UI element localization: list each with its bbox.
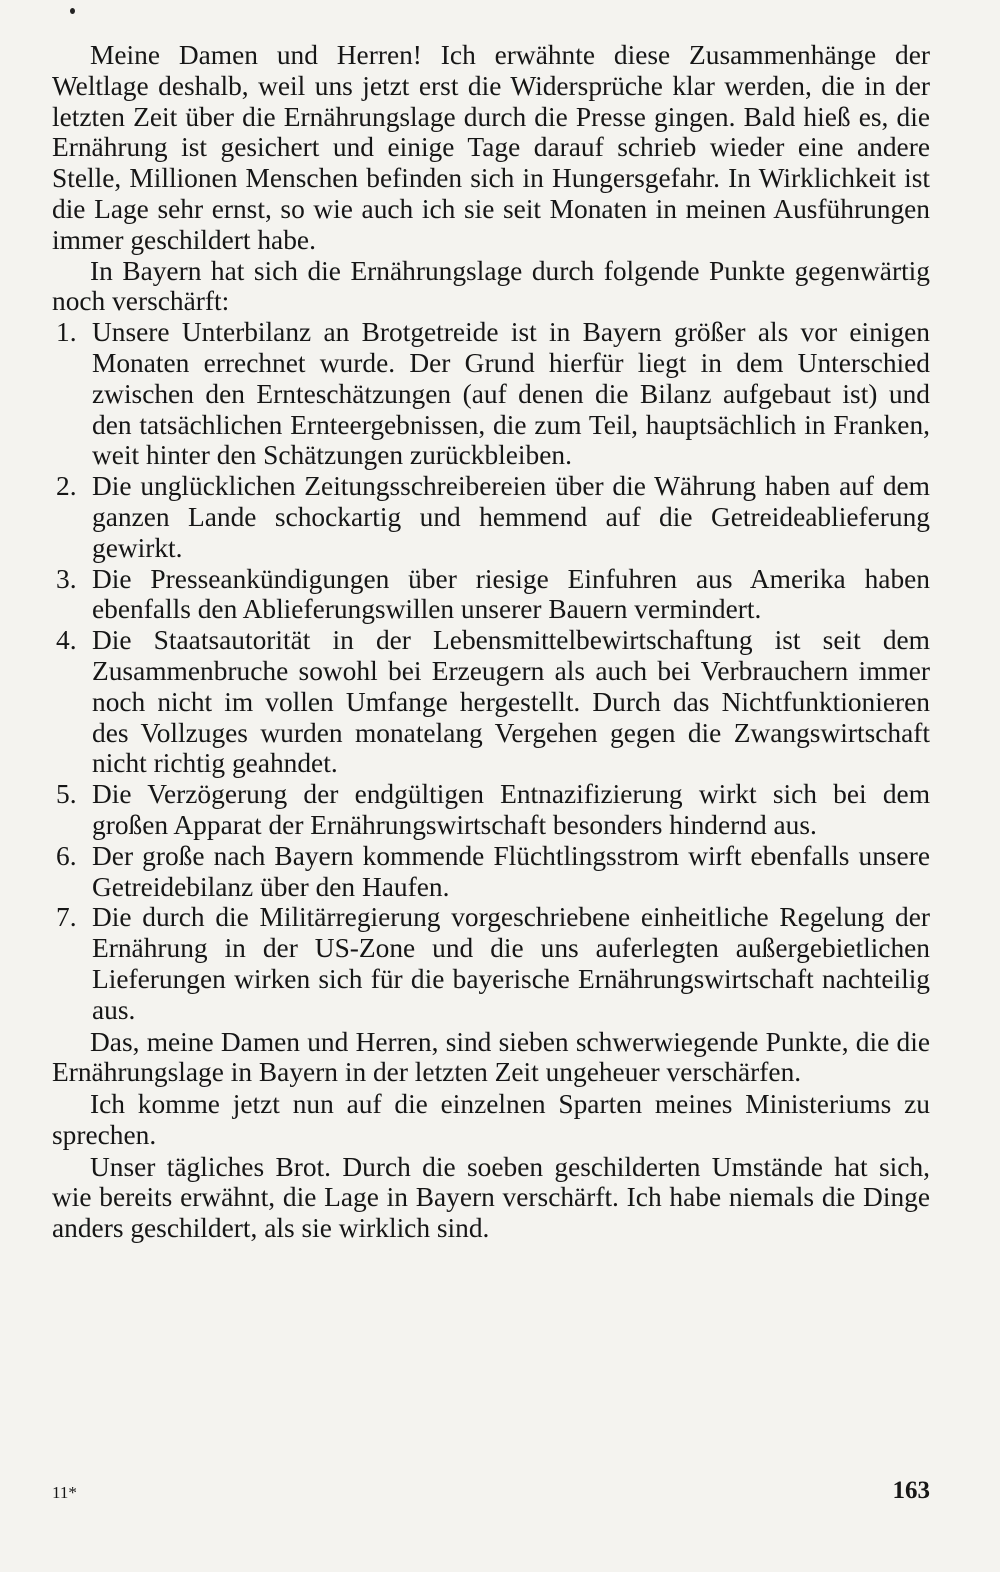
list-number: 6. bbox=[56, 840, 77, 871]
closing-paragraph: Das, meine Damen und Herren, sind sieben schwerwiegende Punkte, die die Ernährungslage in Bayern in der letzten Zeit ungeheuer verschärfen. bbox=[52, 1026, 930, 1088]
body-text bbox=[52, 40, 930, 1244]
closing-paragraph: Unser tägliches Brot. Durch die soeben geschilderten Umstände hat sich, wie bereits erwähnt, die Lage in Bayern verschärft. Ich habe niemals die Dinge anders geschildert, als sie wirklich sind. bbox=[52, 1151, 930, 1244]
list-number: 7. bbox=[56, 902, 77, 933]
list-text: Unsere Unterbilanz an Brotgetreide ist in Bayern größer als vor einigen Monaten errechnet wurde. Der Grund hierfür liegt in dem Unterschied zwischen den Ernteschätzungen (auf denen die Bilanz aufgebaut ist) und den tatsächlichen Ernteergebnissen, die zum Teil, hauptsächlich in Franken, weit hinter den Schätzungen zurückbleiben. bbox=[92, 317, 930, 471]
list-number: 5. bbox=[56, 779, 77, 810]
list-item bbox=[52, 779, 930, 841]
numbered-list bbox=[52, 317, 930, 1025]
list-item bbox=[52, 625, 930, 779]
list-item bbox=[52, 471, 930, 563]
signature-mark: 11* bbox=[52, 1483, 77, 1502]
list-number: 1. bbox=[56, 317, 77, 348]
page-footer bbox=[52, 1477, 930, 1505]
list-text: Die durch die Militärregierung vorgeschriebene einheitliche Regelung der Ernährung in der US-Zone und die uns auferlegten außergebietlichen Lieferungen wirken sich für die bayerische Ernährungswirtschaft nachteilig aus. bbox=[92, 902, 930, 1025]
page-number: 163 bbox=[892, 1477, 930, 1504]
ink-speck bbox=[70, 8, 75, 14]
list-text: Die Verzögerung der endgültigen Entnazifizierung wirkt sich bei dem großen Apparat der Ernährungswirtschaft besonders hindernd aus. bbox=[92, 779, 930, 840]
lead-paragraph: In Bayern hat sich die Ernährungslage durch folgende Punkte gegenwärtig noch verschärft: bbox=[52, 255, 930, 317]
list-text: Die Staatsautorität in der Lebensmittelbewirtschaftung ist seit dem Zusammenbruche sowohl bei Erzeugern als auch bei Verbrauchern immer noch nicht im vollen Umfange hergestellt. Durch das Nichtfunktionieren des Vollzuges wurden monatelang Vergehen gegen die Zwangswirtschaft nicht richtig geahndet. bbox=[92, 625, 930, 779]
list-item bbox=[52, 902, 930, 1025]
list-text: Der große nach Bayern kommende Flüchtlingsstrom wirft ebenfalls unsere Getreidebilanz über den Haufen. bbox=[92, 840, 930, 902]
list-text: Die Presseankündigungen über riesige Einfuhren aus Amerika haben ebenfalls den Ablieferungswillen unserer Bauern vermindert. bbox=[92, 563, 930, 625]
closing-paragraph: Ich komme jetzt nun auf die einzelnen Sparten meines Ministeriums zu sprechen. bbox=[52, 1089, 930, 1150]
list-number: 3. bbox=[56, 563, 77, 594]
list-text: Die unglücklichen Zeitungsschreibereien über die Währung haben auf dem ganzen Lande schockartig und hemmend auf die Getreideablieferung gewirkt. bbox=[92, 471, 930, 563]
list-number: 2. bbox=[56, 471, 77, 502]
list-item bbox=[52, 317, 930, 471]
list-item bbox=[52, 841, 930, 903]
intro-paragraph: Meine Damen und Herren! Ich erwähnte diese Zusammenhänge der Weltlage deshalb, weil uns jetzt erst die Widersprüche klar werden, die in der letzten Zeit über die Ernährungslage durch die Presse gingen. Bald hieß es, die Ernährung ist gesichert und einige Tage darauf schrieb wieder eine andere Stelle, Millionen Menschen befinden sich in Hungersgefahr. In Wirklichkeit ist die Lage sehr ernst, so wie auch ich sie seit Monaten in meinen Ausführungen immer geschildert habe. bbox=[52, 40, 930, 255]
list-number: 4. bbox=[56, 625, 77, 656]
list-item bbox=[52, 564, 930, 626]
